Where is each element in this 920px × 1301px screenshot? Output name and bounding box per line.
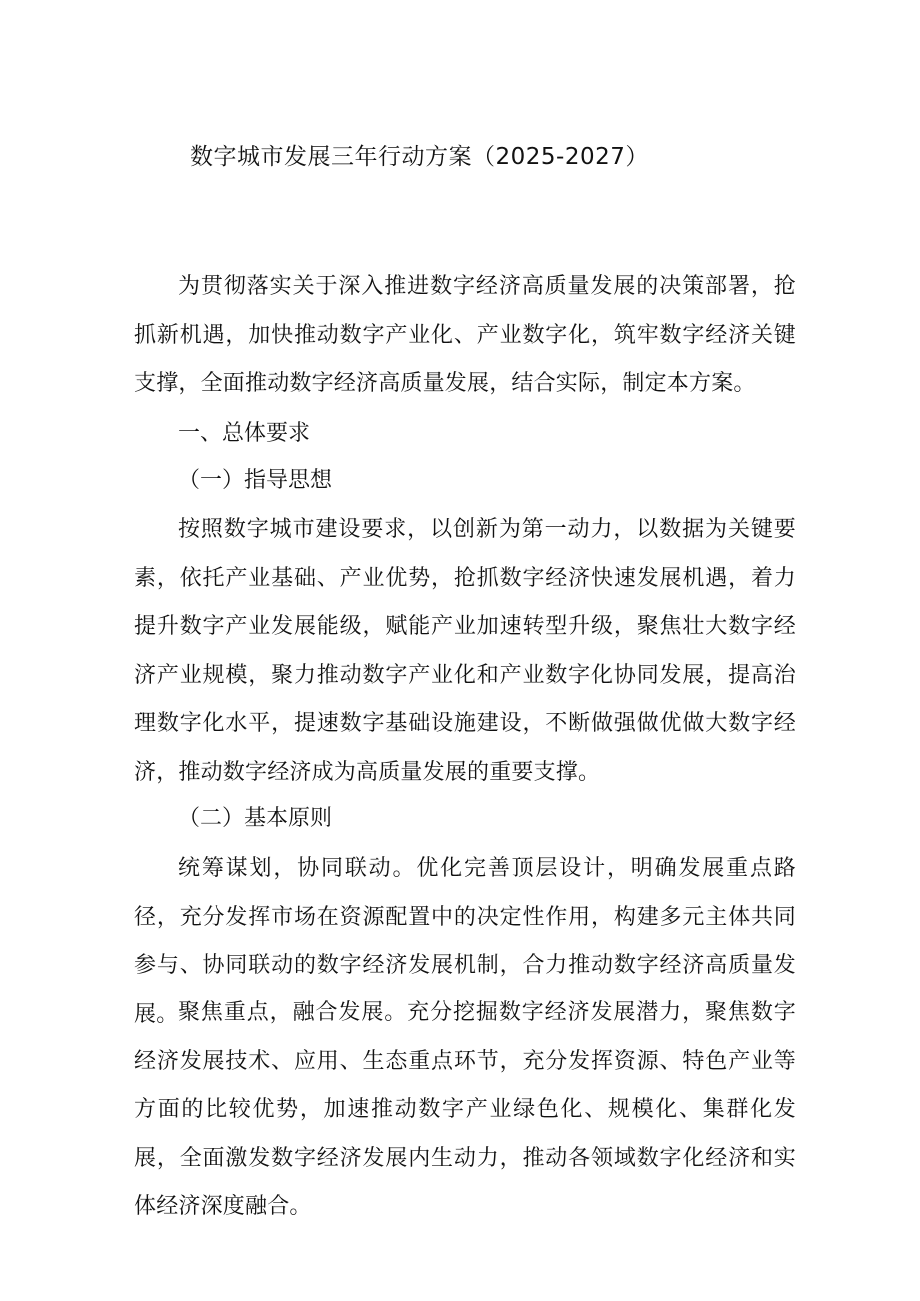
principle-paragraph: 聚焦重点，融合发展。充分挖掘数字经济发展潜力，聚焦数字经济发展技术、应用、生态重点环节，充分发挥资源、特色产业等方面的比较优势，加速推动数字产业绿色化、规模化、集群化发展，全面激发数字经济发展内生动力，推动各领域数字化经济和实体经济深度融合。 bbox=[134, 1000, 796, 1219]
guiding-ideology-paragraph: 按照数字城市建设要求，以创新为第一动力，以数据为关键要素，依托产业基础、产业优势，抢抓数字经济快速发展机遇，着力提升数字产业发展能级，赋能产业加速转型升级，聚焦壮大数字经济产业规模，聚力推动数字产业化和产业数字化协同发展，提高治理数字化水平，提速数字基础设施建设，不断做强做优做大数字经济，推动数字经济成为高质量发展的重要支撑。 bbox=[134, 517, 796, 785]
principle-paragraph: 统筹谋划，协同联动。优化完善顶层设计，明确发展重点路径，充分发挥市场在资源配置中的决定性作用，构建多元主体共同参与、协同联动的数字经济发展机制，合力推动数字经济高质量发展。 bbox=[134, 856, 796, 1027]
subsection-heading-guiding-ideology: （一）指导思想 bbox=[178, 468, 333, 493]
subsection-heading-basic-principles: （二）基本原则 bbox=[178, 806, 333, 831]
document-title: 数字城市发展三年行动方案（2025-2027） bbox=[190, 144, 649, 170]
section-heading-general-requirements: 一、总体要求 bbox=[178, 421, 311, 446]
intro-paragraph: 为贯彻落实关于深入推进数字经济高质量发展的决策部署，抢抓新机遇，加快推动数字产业化、产业数字化，筑牢数字经济关键支撑，全面推动数字经济高质量发展，结合实际，制定本方案。 bbox=[134, 274, 796, 396]
